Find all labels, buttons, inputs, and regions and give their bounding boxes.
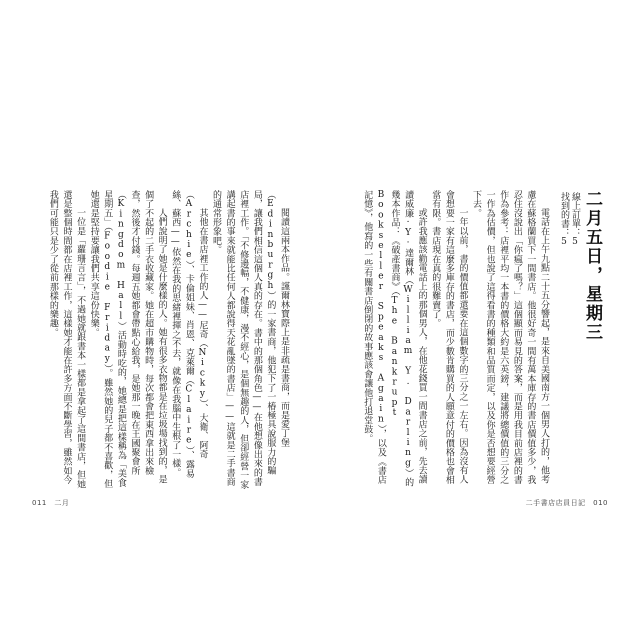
left-paragraph: 其他在書店裡工作的人——尼奇（Nicky）、大衛、阿奇（Archie）、卡倫姐妹、肖恩、克萊爾（Claire）、露易絲、蘇西——依然在我的思緒裡揮之不去，就像在我腦中生根了一樣。 bbox=[170, 190, 208, 479]
left-paragraph: 閱讀這兩本作品。謹爾林寶際上是非疏是書商，而是愛丁堡（Edinburgh）的一家書商，他犯下了一椿極具說服力的騙局，讓我們相信這個人真的存在。書中的那個角色——在他想像出來的書店裡工作。「不修邊幅，不健康，漫不經心，是個無趣的人，但卻經營一家講起書的事來就能比任何人都說得天花亂墜的書店」——這就是二手書商的通常形象吧。 bbox=[211, 190, 289, 490]
right-paragraph: 電話在上午九點二十五分響起，是來自美國南方一個男人打的，他考慮在蘇格蘭買下一間書店。他很好奇一間有萬本庫存的書店價值多少，我忍住沒說出「你瘋了嗎？」這個顯而易見的答案，而是用我目前店裡的書作為參考：店裡平均一本書的價格大約是六英鎊，建議將總價值的三分之一作為估價，但也說了這得看書的種類和品質而定，以及你是否想要經營下去。 bbox=[471, 190, 549, 485]
orders-value: 5 bbox=[570, 237, 580, 247]
books-found bbox=[558, 192, 569, 312]
left-page-text bbox=[47, 190, 290, 490]
right-paragraph: 或許我應該勸電話上的那個男人，在他花錢買一間書店之前，先去讀讀威廉·Y·達爾林（William Y. Darling）的幾本作品：《破產書商》（The Bankrupt Bookseller Speaks Again），以及《書店記憶》，他寫的一些有關書店倒閉的故事應該會讓他打退堂鼓。 bbox=[362, 190, 427, 487]
online-orders bbox=[569, 192, 580, 312]
right-paragraph: 一年以前，書的價值都還要在這個數字的三分之一左右。因為沒有人會想要一家有這麼多庫存的書店，而少數肯購買的人願意付的價格也會相當有限。書店現在真的很難賣了。 bbox=[430, 190, 468, 485]
left-paragraph: 人們說明了她是什麼樣的人。她有很多衣物都是在垃圾場找到的，是個了不起的二手衣收藏家。她在超市購物時，每次都會把東西拿出來檢查，然後才付錢。每週五她都會帶點心給我，是她那一晚在王國聚會所（Kingdom Hall）活動時吃的，她總是把這樣稱為「美食星期五」（Foodie Friday）。雖然她的兒子都不喜歡，但她還是堅持要讓我們共享這份快樂。 bbox=[88, 190, 167, 489]
orders-label: 線上訂單： bbox=[570, 192, 580, 237]
right-page-text bbox=[362, 190, 550, 490]
found-label: 找到的書： bbox=[559, 192, 569, 237]
found-value: 5 bbox=[559, 237, 569, 247]
entry-date-heading: 二月五日，星期三 bbox=[582, 190, 602, 342]
right-page-footer: 二手書店店員日記 010 bbox=[525, 499, 608, 507]
left-page-footer: 011 二月 bbox=[32, 499, 70, 507]
left-paragraph: 一位是「蘿珊言言」，不過她就跟書本一樣都是拿起了這間書店，但她還是整個時間都在店裡工作，這樣她才能在許多方面不斷學習，雖然如今我們可能只是少了從前那樣的樂趣。 bbox=[47, 190, 86, 489]
daily-stats bbox=[558, 192, 580, 312]
book-spread bbox=[32, 190, 608, 510]
